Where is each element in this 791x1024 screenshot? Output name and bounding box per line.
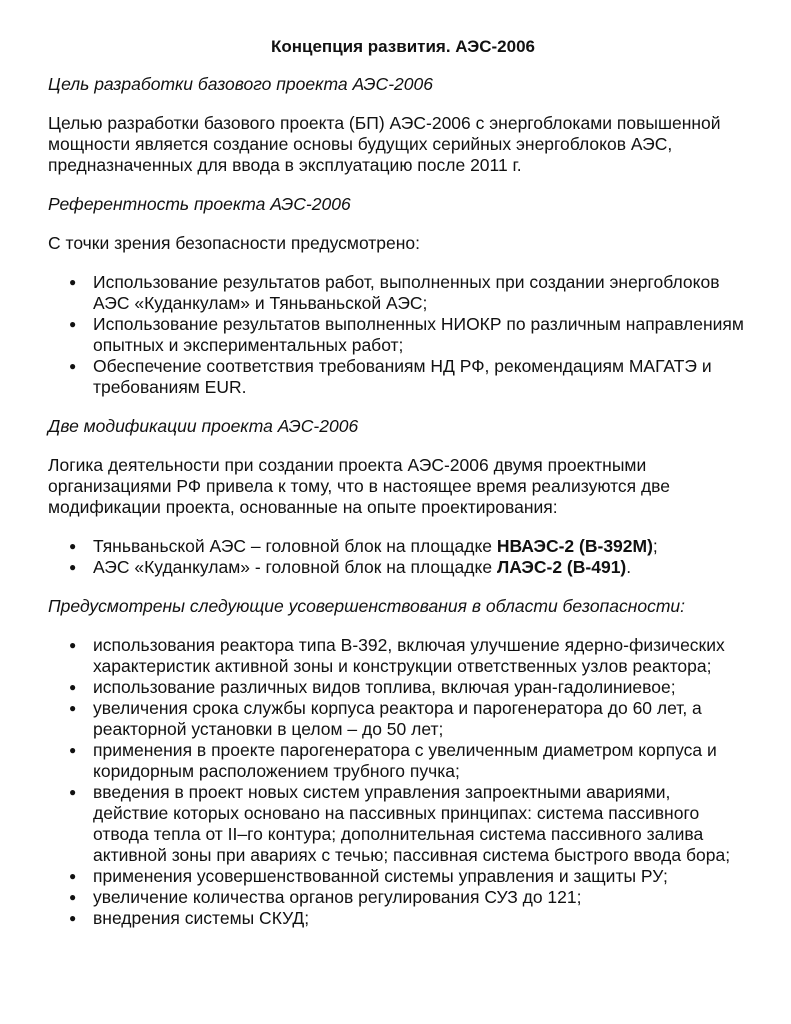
bullet-icon: ● xyxy=(69,701,77,715)
document-title: Концепция развития. АЭС-2006 xyxy=(271,37,535,56)
bullet-icon: ● xyxy=(69,911,77,925)
list-item xyxy=(48,314,748,356)
list-item xyxy=(48,908,748,929)
list-item xyxy=(48,536,748,557)
list-item-bold: НВАЭС-2 (В-392М) xyxy=(496,536,653,556)
document-page xyxy=(48,36,748,947)
bullet-icon: ● xyxy=(69,638,77,652)
improvements-list xyxy=(48,635,748,929)
bullet-icon: ● xyxy=(69,560,77,574)
bullet-icon: ● xyxy=(69,785,77,799)
bullet-icon: ● xyxy=(69,743,77,757)
list-item-text: введения в проект новых систем управления запроектными авариями, действие которых основано на пассивных принципах: система пассивного отвода тепла от II–го контура; дополнительная система пассивного залива активной зоны при авариях с течью; пассивная система быстрого ввода бора; xyxy=(93,782,731,865)
list-item-text: использования реактора типа В-392, включая улучшение ядерно-физических характеристик активной зоны и конструкции ответственных узлов реактора; xyxy=(93,635,725,676)
list-item xyxy=(48,887,748,908)
list-item xyxy=(48,740,748,782)
list-item-text: применения в проекте парогенератора с увеличенным диаметром корпуса и коридорным расположением трубного пучка; xyxy=(93,740,717,781)
list-item xyxy=(48,635,748,677)
list-item-text: Использование результатов выполненных НИОКР по различным направлениям опытных и экспериментальных работ; xyxy=(93,314,744,355)
modifications-list xyxy=(48,536,748,578)
bullet-icon: ● xyxy=(69,869,77,883)
list-item xyxy=(48,557,748,578)
list-item-text: увеличения срока службы корпуса реактора и парогенератора до 60 лет, а реакторной установки в целом – до 50 лет; xyxy=(93,698,702,739)
section-heading-improvements: Предусмотрены следующие усовершенствования в области безопасности: xyxy=(48,596,685,616)
bullet-icon: ● xyxy=(69,539,77,553)
list-item xyxy=(48,272,748,314)
list-item-bold: ЛАЭС-2 (В-491) xyxy=(496,557,627,577)
list-item-text: внедрения системы СКУД; xyxy=(93,908,310,928)
list-item-text: увеличение количества органов регулирования СУЗ до 121; xyxy=(93,887,582,907)
list-item-lead: АЭС «Куданкулам» - головной блок на площадке xyxy=(93,557,497,577)
list-item-tail: . xyxy=(626,557,632,577)
list-item-tail: ; xyxy=(652,536,658,556)
list-item-text: применения усовершенствованной системы управления и защиты РУ; xyxy=(93,866,668,886)
goal-paragraph: Целью разработки базового проекта (БП) АЭС-2006 с энергоблоками повышенной мощности является создание основы будущих серийных энергоблоков АЭС, предназначенных для ввода в эксплуатацию после 2011 г. xyxy=(48,113,721,175)
reference-list xyxy=(48,272,748,398)
list-item xyxy=(48,782,748,866)
list-item xyxy=(48,698,748,740)
reference-intro: С точки зрения безопасности предусмотрено: xyxy=(48,233,421,253)
list-item xyxy=(48,866,748,887)
list-item-lead: Тяньваньской АЭС – головной блок на площадке xyxy=(93,536,497,556)
section-heading-goal: Цель разработки базового проекта АЭС-2006 xyxy=(48,74,433,94)
modifications-paragraph: Логика деятельности при создании проекта АЭС-2006 двумя проектными организациями РФ привела к тому, что в настоящее время реализуются две модификации проекта, основанные на опыте проектирования: xyxy=(48,455,671,517)
list-item xyxy=(48,677,748,698)
bullet-icon: ● xyxy=(69,275,77,289)
list-item-text: использование различных видов топлива, включая уран-гадолиниевое; xyxy=(93,677,676,697)
section-heading-reference: Референтность проекта АЭС-2006 xyxy=(48,194,351,214)
bullet-icon: ● xyxy=(69,317,77,331)
list-item-text: Обеспечение соответствия требованиям НД РФ, рекомендациям МАГАТЭ и требованиям EUR. xyxy=(93,356,712,397)
bullet-icon: ● xyxy=(69,359,77,373)
list-item xyxy=(48,356,748,398)
bullet-icon: ● xyxy=(69,680,77,694)
list-item-text: Использование результатов работ, выполненных при создании энергоблоков АЭС «Куданкулам» и Тяньваньской АЭС; xyxy=(93,272,720,313)
bullet-icon: ● xyxy=(69,890,77,904)
section-heading-modifications: Две модификации проекта АЭС-2006 xyxy=(48,416,359,436)
